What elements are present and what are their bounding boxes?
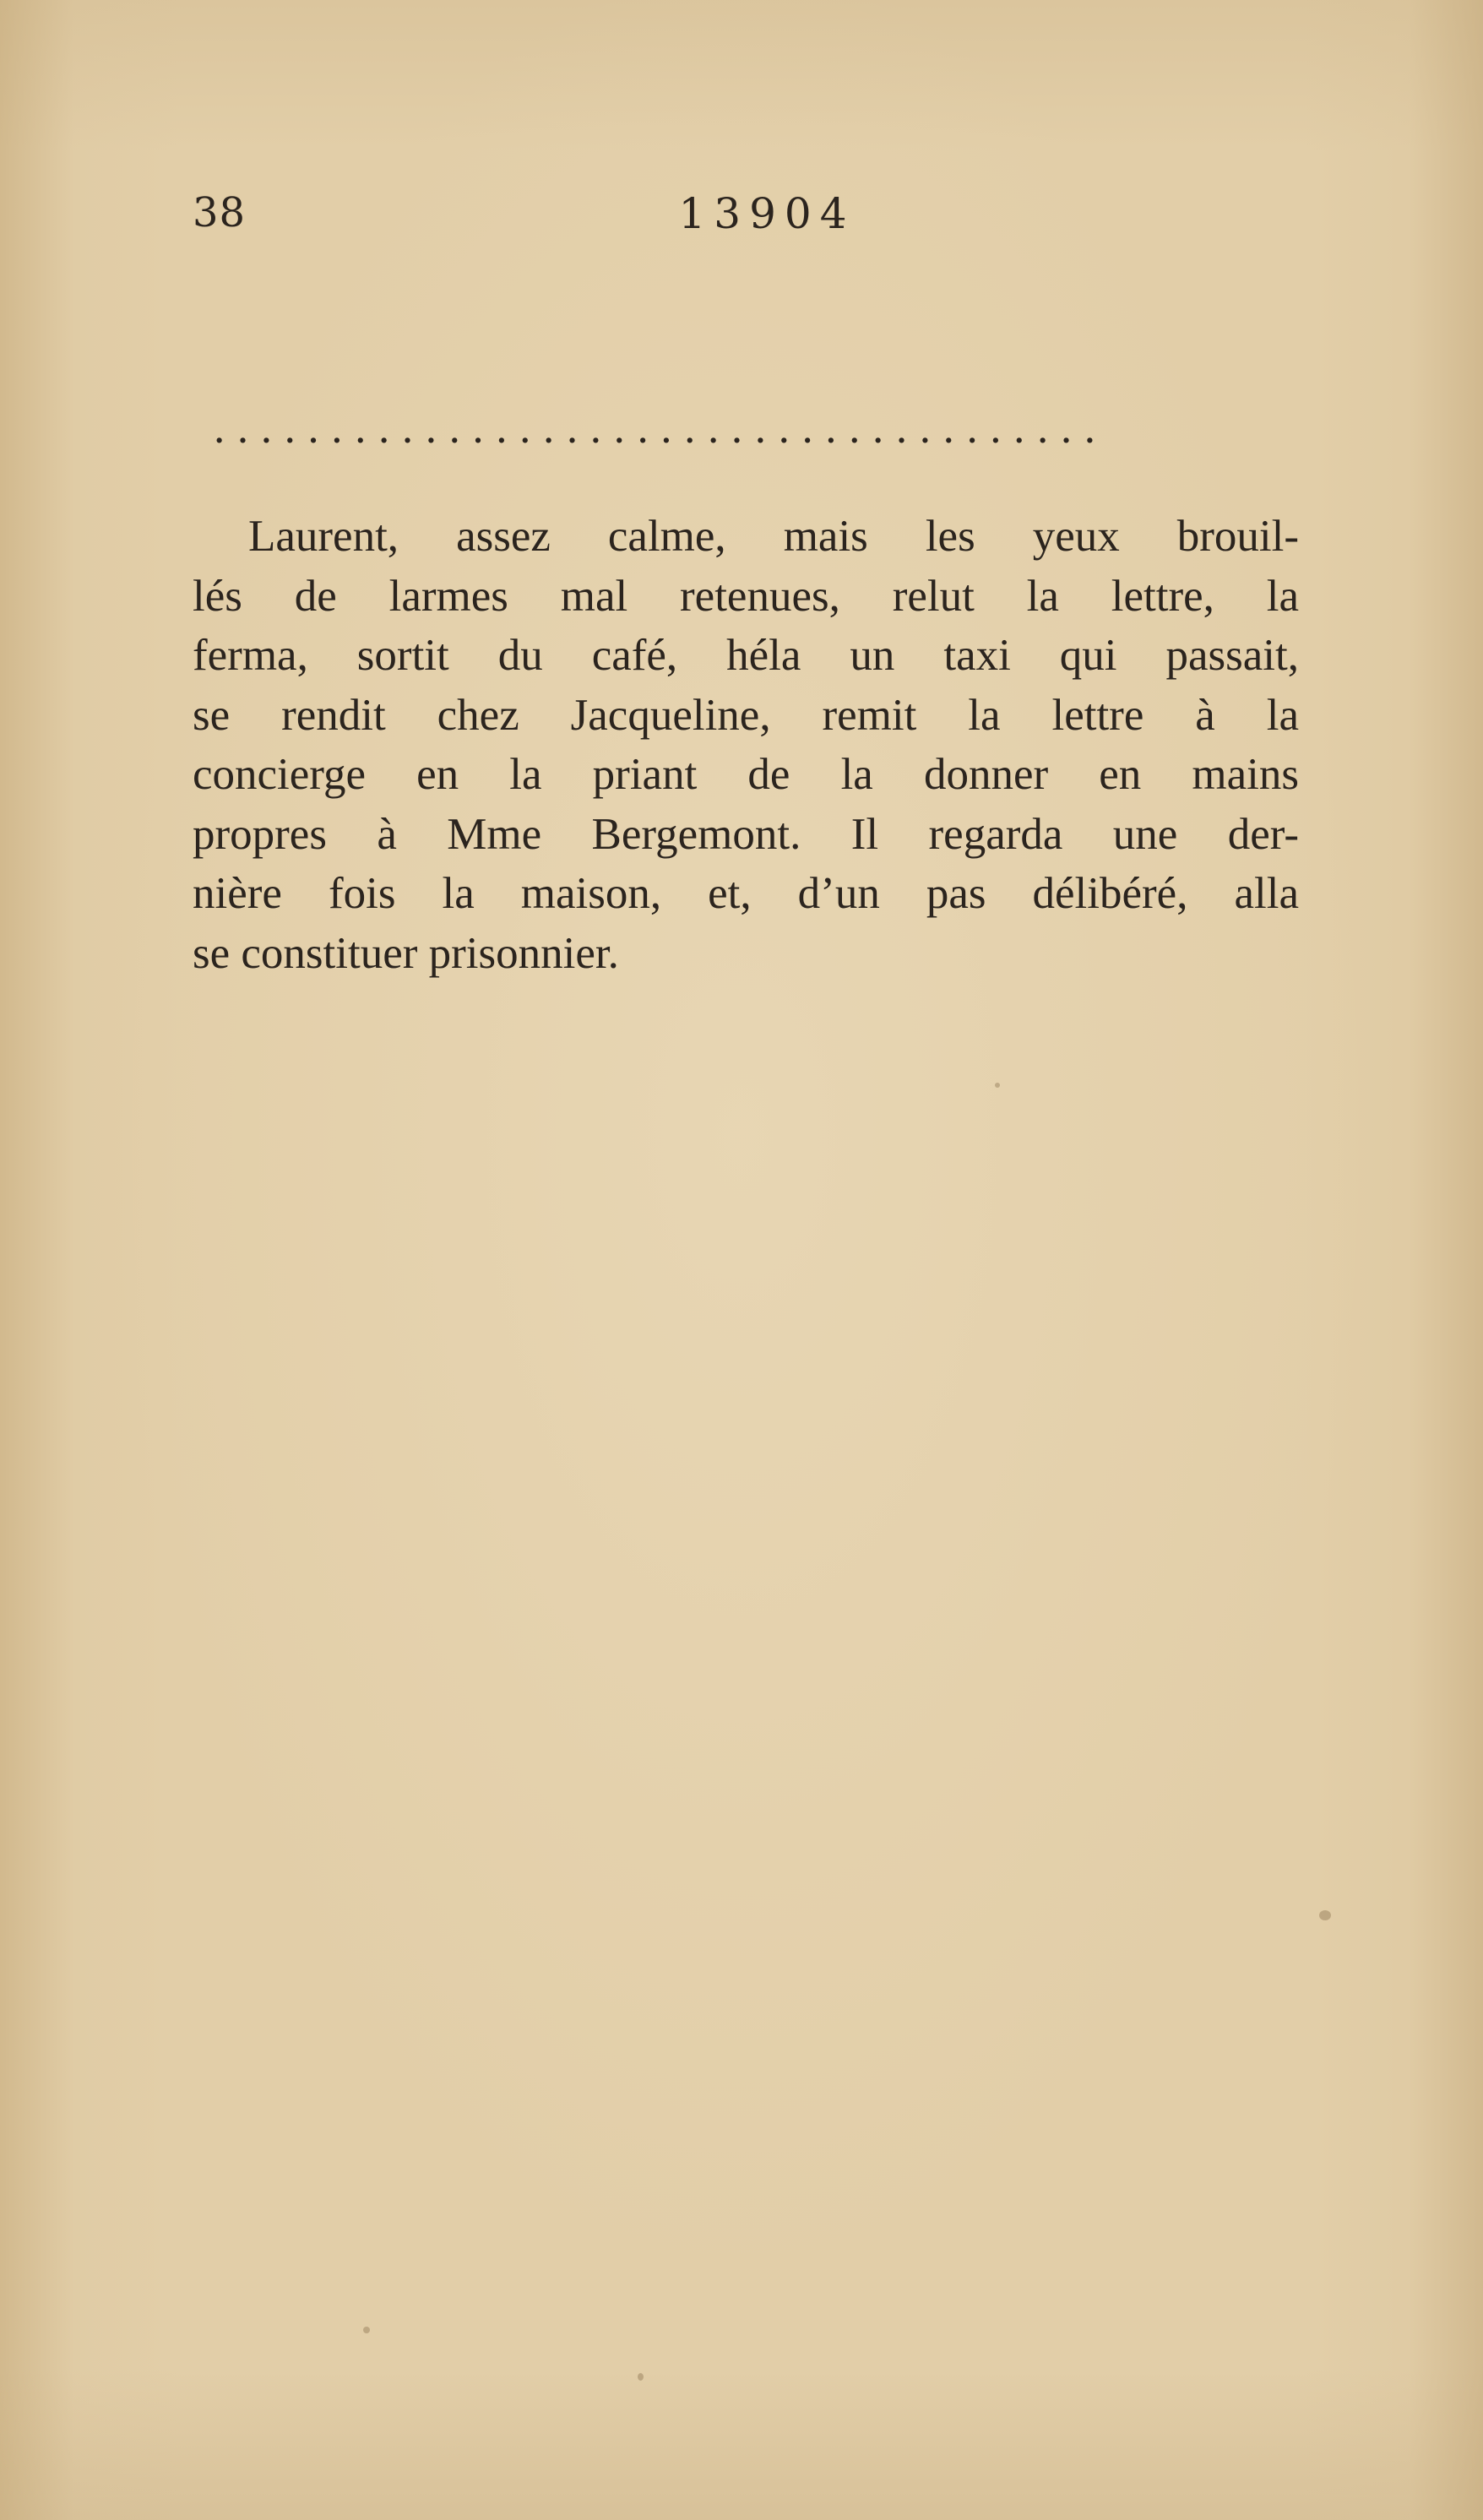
paper-speck [363, 2327, 370, 2333]
text-line: se constituer prisonnier. [193, 928, 619, 978]
text-line: lés de larmes mal retenues, relut la lettre, la [193, 571, 1299, 621]
text-line: nière fois la maison, et, d’un pas délibéré, alla [193, 869, 1299, 918]
paper-speck [638, 2373, 644, 2381]
text-line: concierge en la priant de la donner en mains [193, 750, 1299, 799]
text-line: se rendit chez Jacqueline, remit la lettre à la [193, 690, 1299, 740]
text-line: ferma, sortit du café, héla un taxi qui passait, [193, 631, 1299, 680]
dotted-separator: ...................................... [213, 412, 1107, 446]
running-head: 13904 [678, 189, 856, 238]
page-number: 38 [193, 189, 247, 236]
paper-speck [1319, 1910, 1331, 1920]
paper-speck [995, 1083, 1000, 1088]
text-line: Laurent, assez calme, mais les yeux brouil- [248, 512, 1299, 561]
text-line: propres à Mme Bergemont. Il regarda une der- [193, 809, 1299, 859]
body-paragraph [193, 507, 1299, 983]
